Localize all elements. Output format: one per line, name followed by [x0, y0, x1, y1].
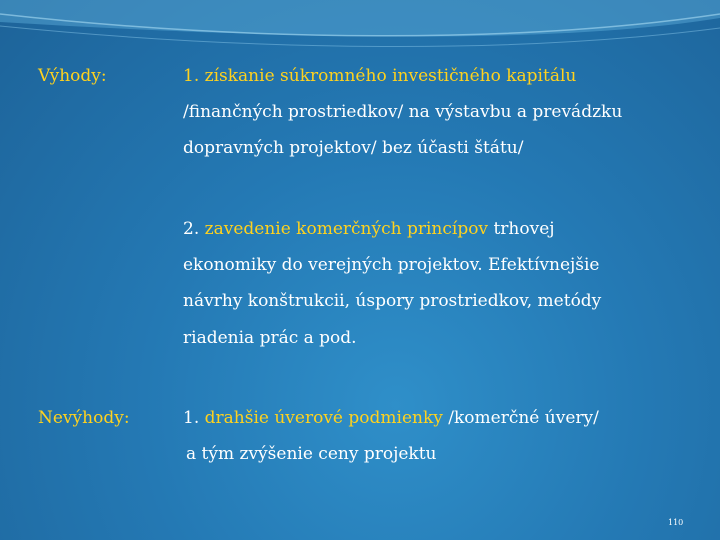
disadvantage-1-rest: /komerčné úvery/: [442, 408, 599, 428]
advantage-1-line-2: /finančných prostriedkov/ na výstavbu a prevádzku: [183, 102, 623, 122]
disadvantage-1-line-1: [183, 408, 599, 428]
advantages-label: Výhody:: [38, 66, 107, 86]
disadvantage-1-line-2: a tým zvýšenie ceny projektu: [186, 444, 437, 464]
advantage-2-line-4: riadenia prác a pod.: [183, 328, 357, 348]
advantage-2-number: 2.: [183, 219, 205, 239]
slide-number: 110: [668, 518, 684, 527]
disadvantage-1-number: 1.: [183, 408, 205, 428]
advantage-2-rest: trhovej: [488, 219, 555, 239]
disadvantages-label: Nevýhody:: [38, 408, 130, 428]
advantage-2-line-2: ekonomiky do verejných projektov. Efektívnejšie: [183, 255, 600, 275]
advantage-2-line-3: návrhy konštrukcii, úspory prostriedkov, metódy: [183, 291, 602, 311]
advantage-1-line-3: dopravných projektov/ bez účasti štátu/: [183, 138, 524, 158]
advantage-1-line-1: 1. získanie súkromného investičného kapitálu: [183, 66, 577, 86]
disadvantage-1-highlight: drahšie úverové podmienky: [204, 408, 443, 428]
advantage-2-highlight: zavedenie komerčných princípov: [204, 219, 489, 239]
advantage-2-line-1: [183, 219, 555, 239]
